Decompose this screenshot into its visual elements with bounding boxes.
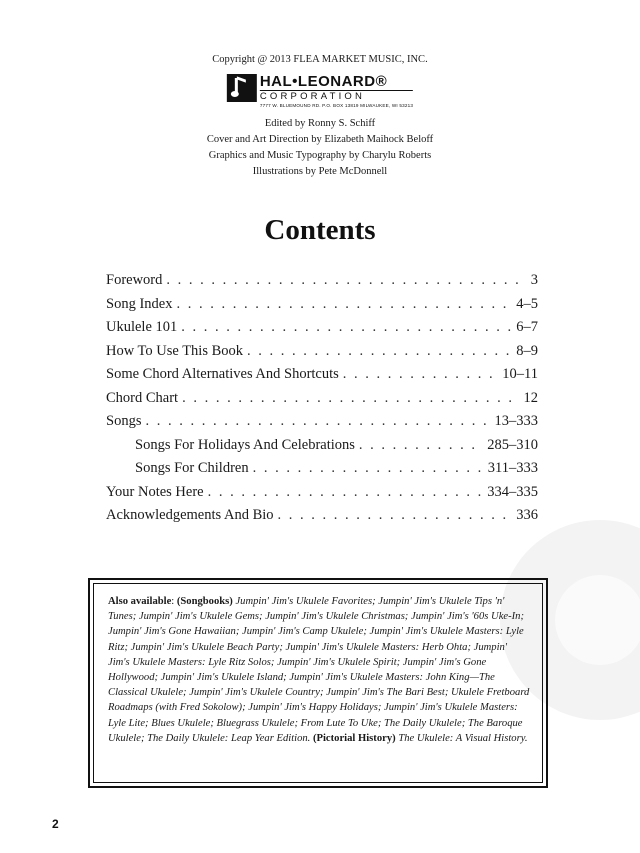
toc-entry-page: 334–335 [487, 483, 538, 500]
toc-leader-dots [359, 437, 483, 454]
toc-leader-dots [247, 343, 512, 360]
toc-entry-title: Songs For Children [135, 460, 249, 476]
toc-entry-title: How To Use This Book [106, 342, 244, 359]
toc-leader-dots [278, 507, 513, 524]
toc-leader-dots [181, 319, 512, 336]
table-of-contents [106, 272, 538, 531]
toc-entry-page: 6–7 [516, 319, 538, 335]
logo-corporation: CORPORATION [260, 90, 413, 102]
logo-name: HAL•LEONARD® [259, 73, 388, 90]
toc-entry-title: Song Index [106, 295, 173, 312]
toc-entry-title: Ukulele 101 [106, 319, 178, 335]
hal-leonard-logo [227, 74, 413, 109]
toc-entry[interactable] [106, 296, 538, 320]
toc-entry-title: Your Notes Here [106, 483, 204, 500]
toc-subentry[interactable] [106, 437, 538, 461]
toc-entry-title: Songs For Holidays And Celebrations [135, 436, 355, 453]
toc-entry-page: 10–11 [502, 366, 538, 382]
toc-entry-page: 12 [523, 389, 538, 406]
toc-leader-dots [166, 272, 526, 289]
toc-entry[interactable] [106, 366, 538, 390]
toc-entry-page: 13–333 [494, 413, 538, 429]
page-number: 2 [52, 817, 59, 831]
credit-line: Illustrations by Pete McDonnell [252, 166, 388, 177]
toc-subentry[interactable] [106, 460, 538, 484]
toc-entry-page: 4–5 [516, 295, 538, 312]
songbooks-list: Jumpin' Jim's Ukulele Favorites; Jumpin' Jim's Ukulele Tips 'n' Tunes; Jumpin' Jim's Ukulele Gems; Jumpin' Jim's Ukulele Christmas; Jumpin' Jim's '60s Uke-In; Jumpin' Jim's Gone Hawaiian; Jumpin' Jim's Camp Ukulele; Jumpin' Jim's Ukulele Masters: Lyle Ritz; Jumpin' Jim's Ukulele Beach Party; Jumpin' Jim's Ukulele Masters: Herb Ohta; Jumpin' Jim's Ukulele Masters: Lyle Ritz Solos; Jumpin' Jim's Ukulele Spirit; Jumpin' Jim's Gone Hollywood; Jumpin' Jim's Ukulele Island; Jumpin' Jim's Ukulele Masters: John King—The Classical Ukulele; Jumpin' Jim's Ukulele Country; Jumpin' Jim's The Bari Best; Ukulele Fretboard Roadmaps (with Fred Sokolow); Jumpin' Jim's Happy Holidays; Jumpin' Jim's Ukulele Masters: Lyle Lite; Blues Ukulele; Bluegrass Ukulele; From Lute To Uke; The Daily Ukulele; The Baroque Ukulele; The Daily Ukulele: Leap Year Edition. [108, 596, 530, 744]
toc-entry-page: 3 [530, 272, 538, 288]
toc-leader-dots [253, 460, 484, 477]
toc-entry[interactable] [106, 343, 538, 367]
toc-entry[interactable] [106, 484, 538, 508]
toc-entry-title: Foreword [106, 272, 163, 288]
toc-leader-dots [176, 296, 512, 313]
credit-line: Cover and Art Direction by Elizabeth Maihock Beloff [206, 134, 434, 145]
toc-entry[interactable] [106, 319, 538, 343]
toc-entry[interactable] [106, 272, 538, 296]
pictorial-history-label: (Pictorial History) [312, 732, 396, 744]
toc-entry-title: Chord Chart [106, 389, 179, 406]
songbooks-label: (Songbooks) [176, 596, 233, 607]
toc-entry-page: 336 [516, 507, 538, 523]
credit-line: Edited by Ronny S. Schiff [264, 118, 376, 129]
toc-entry-title: Some Chord Alternatives And Shortcuts [106, 366, 339, 382]
credits-block [0, 116, 640, 180]
toc-leader-dots [343, 366, 498, 383]
pictorial-history-title: The Ukulele: A Visual History. [398, 732, 528, 744]
toc-entry-page: 311–333 [487, 460, 538, 476]
toc-entry-title: Songs [106, 413, 142, 429]
toc-entry[interactable] [106, 507, 538, 531]
logo-address: 7777 W. BLUEMOUND RD. P.O. BOX 13819 MILWAUKEE, WI 53213 [259, 103, 414, 108]
toc-leader-dots [145, 413, 490, 430]
copyright-line: Copyright @ 2013 FLEA MARKET MUSIC, INC. [212, 54, 428, 65]
toc-leader-dots [182, 390, 519, 407]
also-available-label: Also available [108, 596, 172, 607]
credit-line: Graphics and Music Typography by Charylu Roberts [208, 150, 432, 161]
toc-leader-dots [208, 484, 484, 501]
toc-entry-page: 285–310 [487, 436, 538, 453]
toc-entry-title: Acknowledgements And Bio [106, 507, 274, 523]
toc-entry-page: 8–9 [516, 342, 538, 359]
toc-entry[interactable] [106, 413, 538, 437]
contents-title: Contents [264, 214, 376, 246]
also-available-box [88, 578, 548, 788]
toc-entry[interactable] [106, 390, 538, 414]
logo-mark [227, 74, 257, 102]
also-available-text: Also available: (Songbooks) Jumpin' Jim's Ukulele Favorites; Jumpin' Jim's Ukulele Tips 'n' Tunes; Jumpin' Jim's Ukulele Gems; Jumpin' Jim's Ukulele Christmas; Jumpin' Jim's '60s Uke-In; Jumpin' Jim's Gone Hawaiian; Jumpin' Jim's Camp Ukulele; Jumpin' Jim's Ukulele Masters: Lyle Ritz; Jumpin' Jim's Ukulele Beach Party; Jumpin' Jim's Ukulele Masters: Herb Ohta; Jumpin' Jim's Ukulele Masters: Lyle Ritz Solos; Jumpin' Jim's Ukulele Spirit; Jumpin' Jim's Gone Hollywood; Jumpin' Jim's Ukulele Island; Jumpin' Jim's Ukulele Masters: John King—The Classical Ukulele; Jumpin' Jim's Ukulele Country; Jumpin' Jim's The Bari Best; Ukulele Fretboard Roadmaps (with Fred Sokolow); Jumpin' Jim's Happy Holidays; Jumpin' Jim's Ukulele Masters: Lyle Lite; Blues Ukulele; Bluegrass Ukulele; From Lute To Uke; The Daily Ukulele; The Baroque Ukulele; The Daily Ukulele: Leap Year Edition. (Pictorial History) The Ukulele: A Visual History. [93, 583, 543, 783]
